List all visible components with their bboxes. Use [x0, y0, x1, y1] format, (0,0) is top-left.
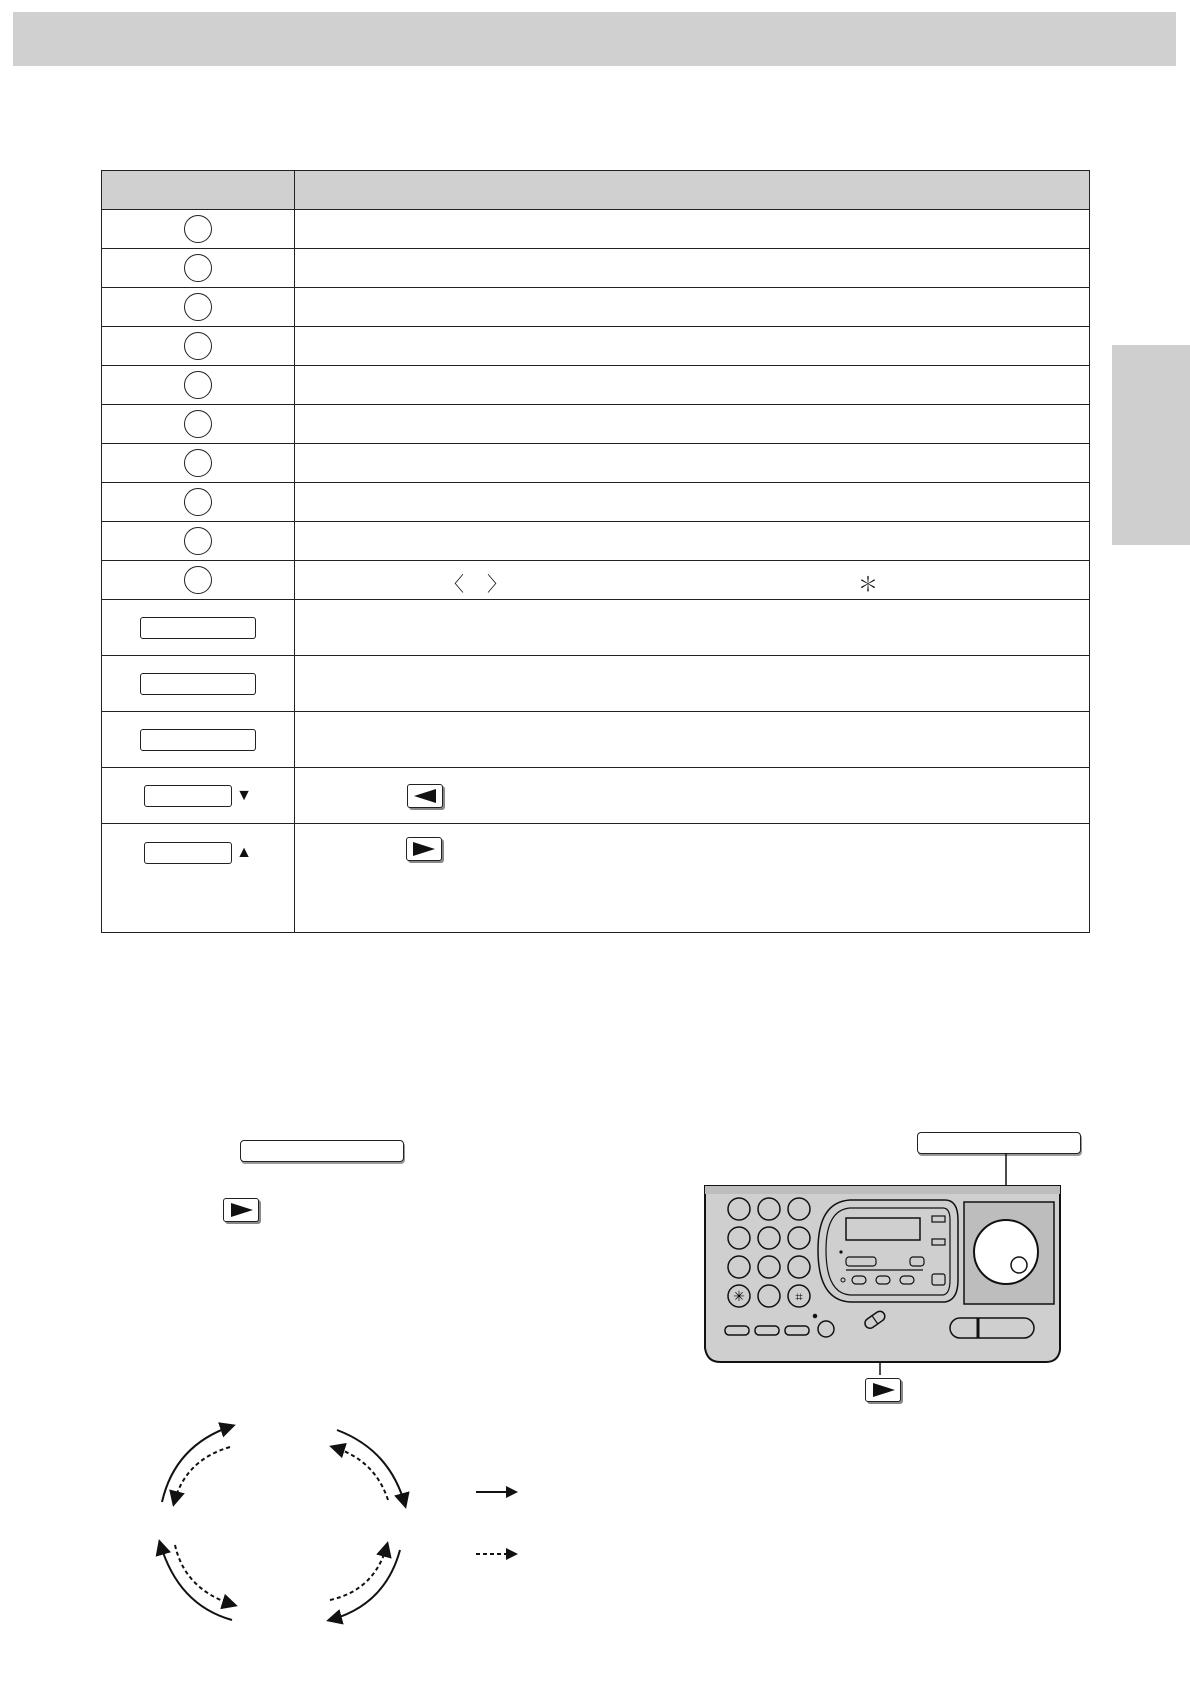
table-row: [102, 600, 1090, 656]
row-description: [295, 561, 1090, 600]
table-row: [102, 712, 1090, 768]
asterisk-glyph: ＊: [858, 574, 878, 596]
key-icon: [144, 785, 232, 807]
round-key-icon: [184, 527, 212, 555]
table-row: [102, 768, 1090, 824]
solid-arrow-legend-icon: [474, 1484, 520, 1500]
row-description: [295, 483, 1090, 522]
row-description: [295, 522, 1090, 561]
hash-key-icon: ⌗: [795, 1290, 803, 1305]
row-description: [295, 405, 1090, 444]
lcd-display: [846, 1218, 920, 1240]
table-row: [102, 483, 1090, 522]
fax-device-diagram: [700, 1150, 1065, 1390]
table-row: [102, 288, 1090, 327]
control-panel: [818, 1200, 958, 1302]
down-triangle-icon: ▼: [236, 786, 252, 804]
table-row: [102, 210, 1090, 249]
table-header-function: [295, 171, 1090, 210]
table-row: [102, 561, 1090, 600]
inline-wide-key-icon: [240, 1140, 404, 1162]
star-key-icon: ✳: [733, 1289, 745, 1305]
round-key-icon: [184, 449, 212, 477]
table-row: [102, 366, 1090, 405]
table-row: [102, 444, 1090, 483]
round-key-icon: [184, 371, 212, 399]
solid-cycle-arrow: [330, 1550, 400, 1620]
wide-key-icon: [140, 617, 256, 639]
round-key-icon: [184, 488, 212, 516]
dashed-cycle-arrow: [175, 1545, 234, 1605]
table-row: [102, 249, 1090, 288]
forward-arrow-icon: [406, 837, 442, 861]
dashed-cycle-arrow: [333, 1447, 388, 1500]
key-icon: [144, 842, 232, 864]
row-description: [295, 210, 1090, 249]
dashed-cycle-arrow: [174, 1447, 230, 1503]
table-row: [102, 327, 1090, 366]
row-description: [295, 249, 1090, 288]
table-row: [102, 656, 1090, 712]
round-key-icon: [184, 332, 212, 360]
round-key-icon: [184, 410, 212, 438]
cycle-arrows-diagram: [150, 1415, 430, 1635]
table-header-key: [102, 171, 295, 210]
round-key-icon: [184, 566, 212, 594]
dashed-arrow-legend-icon: [474, 1546, 520, 1562]
row-description: [295, 824, 1090, 933]
row-description: [295, 366, 1090, 405]
row-description: [295, 600, 1090, 656]
up-triangle-icon: ▲: [236, 844, 252, 861]
wide-key-icon: [140, 673, 256, 695]
forward-arrow-icon: [865, 1378, 901, 1402]
page-header-band: [13, 12, 1176, 66]
row-description: [295, 327, 1090, 366]
table-row: [102, 522, 1090, 561]
row-description: [295, 288, 1090, 327]
row-description: [295, 656, 1090, 712]
round-key-icon: [184, 293, 212, 321]
angle-left-glyph: 〈: [444, 574, 464, 596]
back-arrow-icon: [407, 784, 443, 808]
row-description: [295, 768, 1090, 824]
round-key-icon: [184, 254, 212, 282]
solid-cycle-arrow: [337, 1430, 405, 1505]
row-description: [295, 444, 1090, 483]
angle-right-glyph: 〉: [487, 574, 507, 596]
row-description: [295, 712, 1090, 768]
jog-dial-icon: [974, 1220, 1038, 1284]
table-row: [102, 405, 1090, 444]
round-key-icon: [184, 215, 212, 243]
wide-key-icon: [140, 729, 256, 751]
table-row: [102, 824, 1090, 933]
key-function-table: [101, 170, 1090, 933]
section-side-tab: [1112, 345, 1190, 545]
solid-cycle-arrow: [160, 1543, 232, 1620]
forward-arrow-icon: [223, 1198, 259, 1222]
